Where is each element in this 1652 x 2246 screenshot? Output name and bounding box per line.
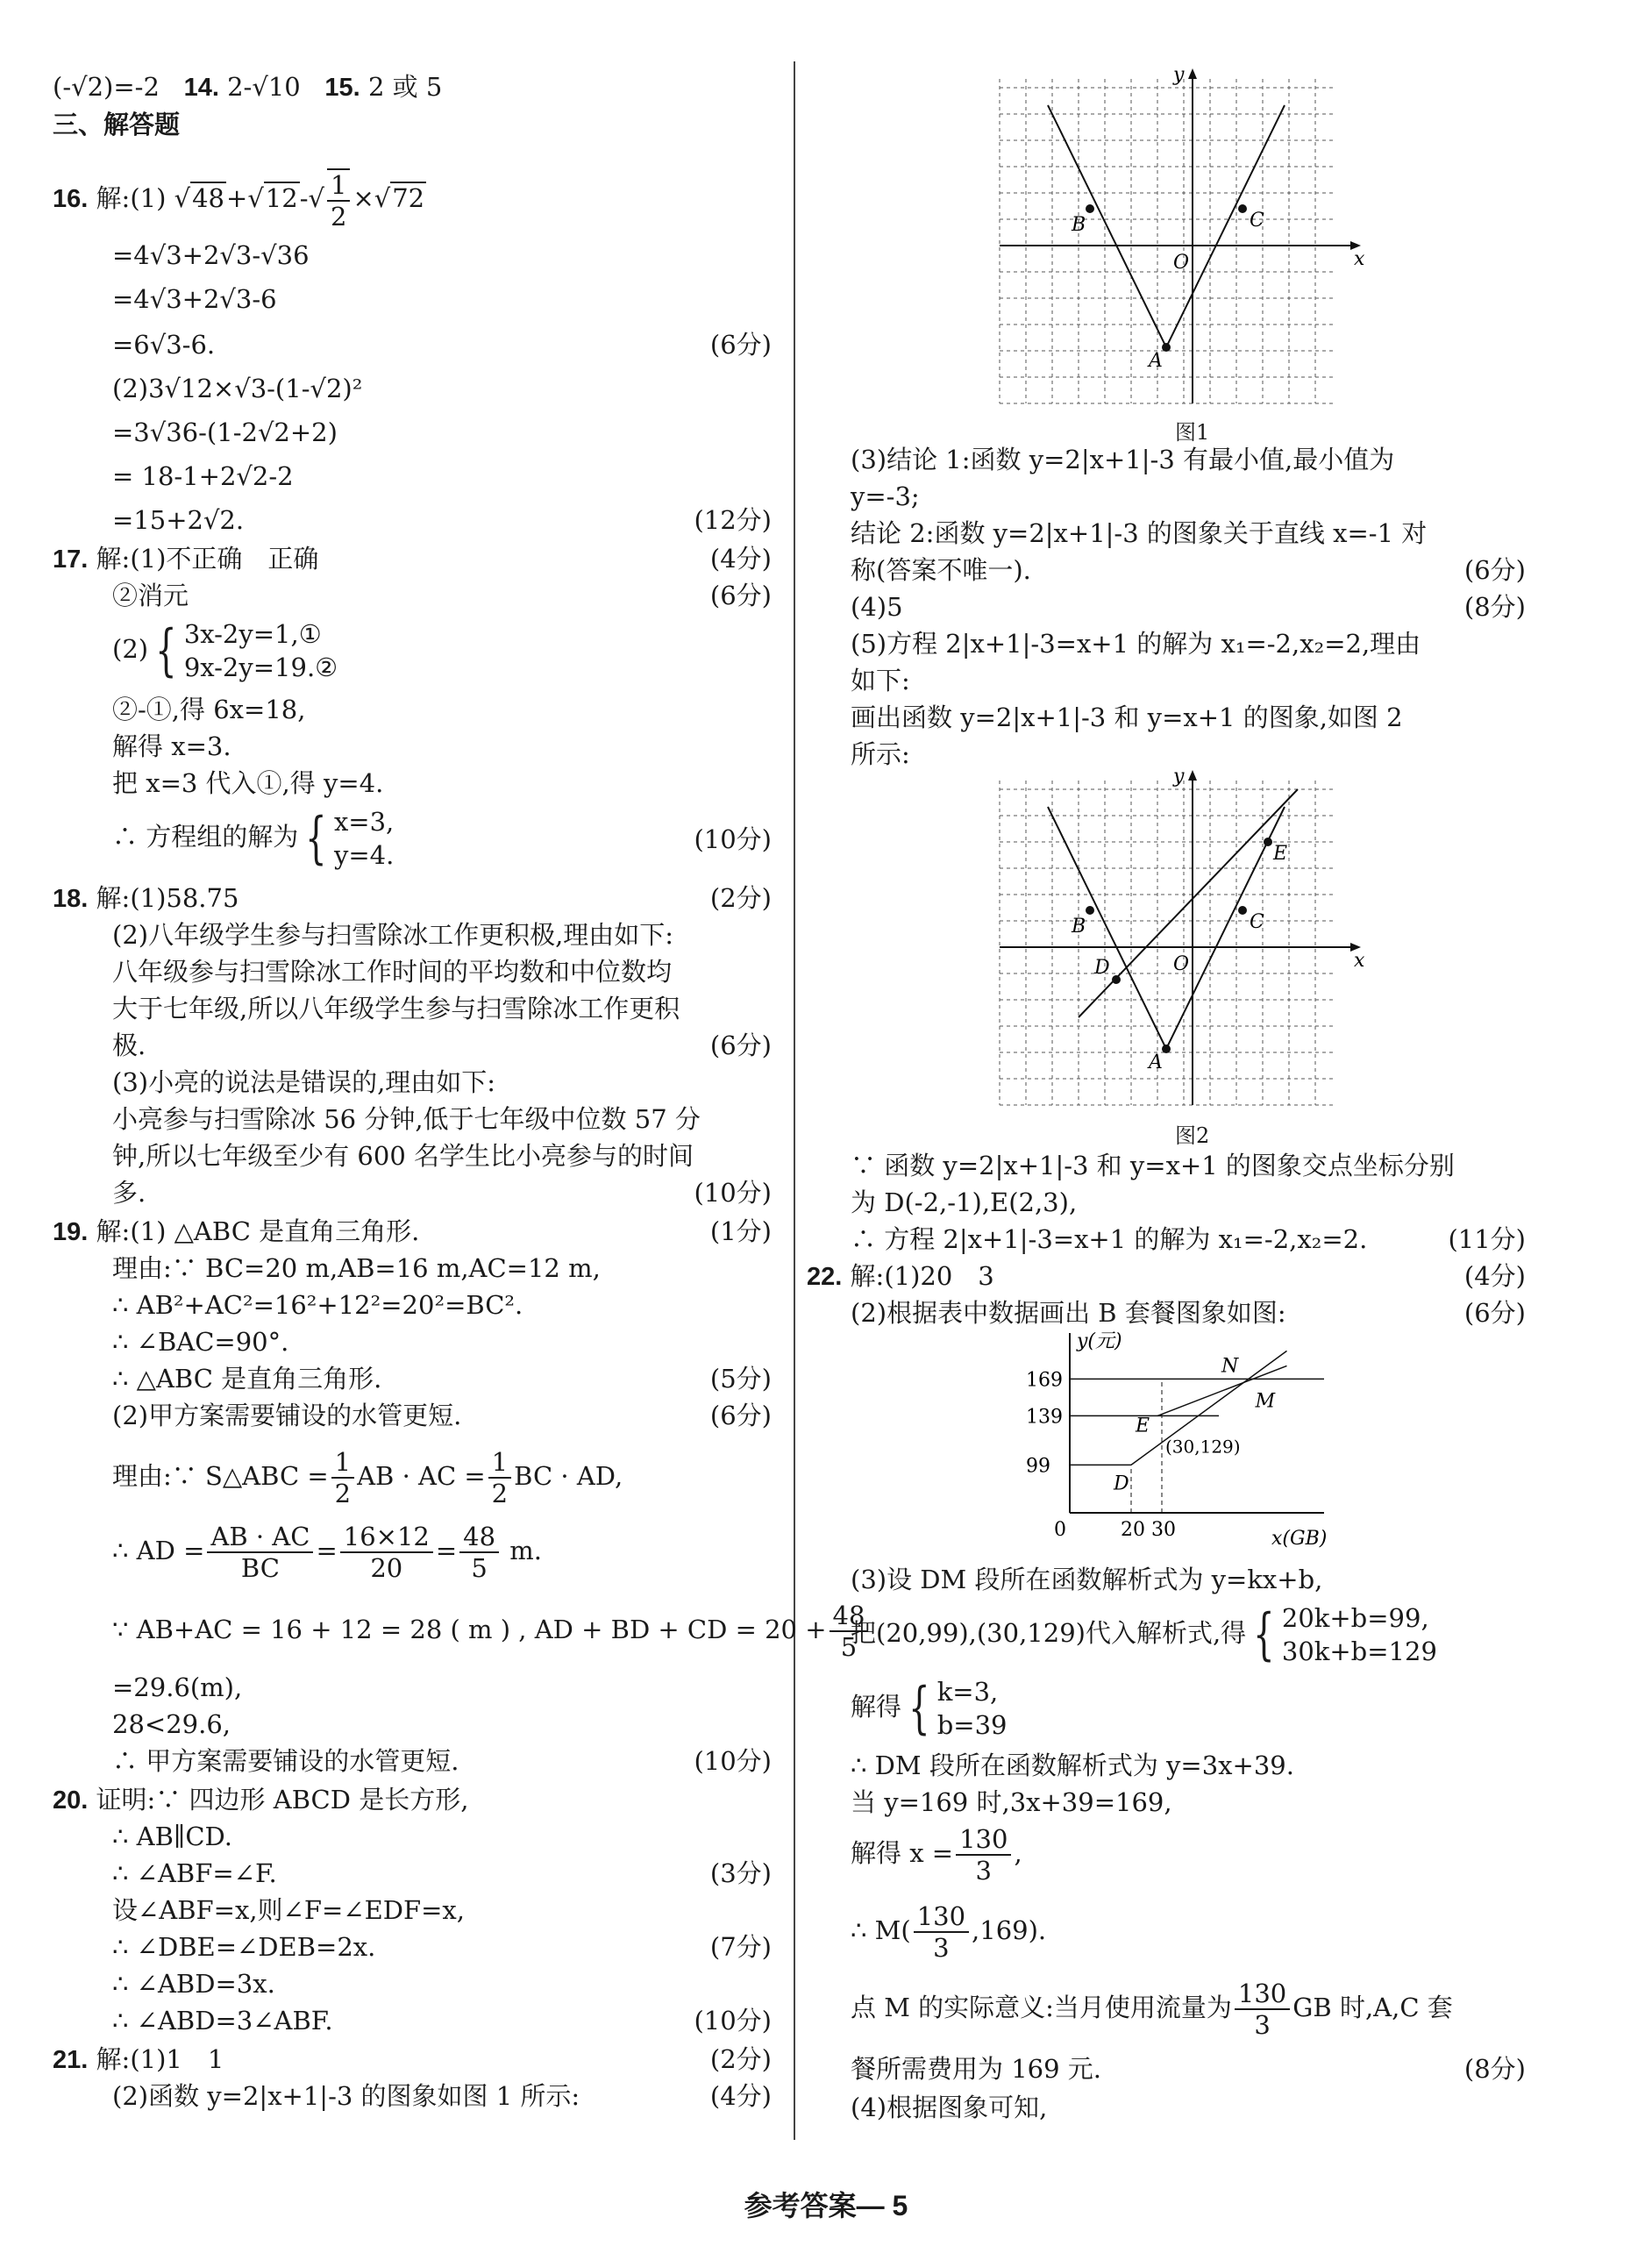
chart-x-label: x(GB) (1271, 1528, 1328, 1550)
q21-line: 结论 2:函数 y=2|x+1|-3 的图象关于直线 x=-1 对 (851, 518, 1428, 548)
q21-line: 如下: (851, 666, 910, 695)
point-label-m: M (1255, 1390, 1276, 1413)
figure-1-caption: 图1 (1175, 420, 1210, 445)
q20-line: ∴ ∠ABD=3x. (112, 1969, 275, 1999)
q22-x-value: 解得 x = $\frac{130}{3}$ , (851, 1824, 1022, 1886)
score: (4分) (1463, 1261, 1526, 1291)
q16-step: = 18-1+2√2-2 (112, 461, 294, 491)
label-y: y (1173, 64, 1185, 86)
q19-line: 28<29.6, (112, 1709, 231, 1739)
q19-head: 19. 解:(1) △ABC 是直角三角形. (1分) (53, 1216, 772, 1246)
point-a (1162, 343, 1171, 352)
score: (6分) (1463, 1298, 1526, 1328)
score: (10分) (694, 2006, 772, 2036)
q21-line: ∴ 方程 2|x+1|-3=x+1 的解为 x₁=-2,x₂=2. (11分) (851, 1224, 1526, 1254)
q20-line: ∴ ∠DBE=∠DEB=2x. (7分) (112, 1932, 772, 1962)
point-label-d: D (1114, 1472, 1129, 1495)
label-c: C (1250, 210, 1264, 232)
q19-sum-line: ∵ AB+AC = 16 + 12 = 28 ( m ) , AD + BD + CD = 20 + $\frac{48}{5}$ (53, 1601, 772, 1667)
score: (11分) (1448, 1224, 1526, 1254)
page-footer: 参考答案— 5 (744, 2190, 908, 2221)
q22-meaning: 点 M 的实际意义:当月使用流量为 $\frac{130}{3}$ GB 时,A,C 套 (851, 1979, 1453, 2040)
q22-system: 把(20,99),(30,129)代入解析式,得 { 20k+b=99, 30k+b=129 (851, 1602, 1437, 1667)
score: (5分) (709, 1364, 772, 1394)
score: (4分) (709, 2081, 772, 2111)
score: (2分) (709, 883, 772, 913)
q18-line: 多. (10分) (112, 1178, 772, 1208)
q18-line: 小亮参与扫雪除冰 56 分钟,低于七年级中位数 57 分 (112, 1104, 701, 1134)
left-column (53, 0, 865, 2166)
line-y-eq-x-plus-1 (1079, 789, 1298, 1017)
score: (6分) (709, 1030, 772, 1060)
q21-line: 称(答案不唯一). (6分) (851, 555, 1526, 585)
q19-line: (2)甲方案需要铺设的水管更短. (6分) (112, 1401, 772, 1430)
q20-line: 设∠ABF=x,则∠F=∠EDF=x, (112, 1895, 465, 1925)
q16-step: =4√3+2√3-6 (112, 284, 277, 314)
point-d (1112, 975, 1121, 984)
label-x: x (1354, 248, 1365, 270)
right-column (807, 0, 1526, 2166)
q19-line: ∴ AB²+AC²=16²+12²=20²=BC². (112, 1290, 523, 1320)
point-b (1086, 906, 1094, 915)
q22-line: (4)根据图象可知, (851, 2093, 1048, 2122)
score: (10分) (694, 824, 772, 854)
q21-line: 所示: (851, 739, 910, 769)
chart-annotation: (30,129) (1165, 1436, 1241, 1458)
score: (10分) (694, 1746, 772, 1776)
package-b-chart (1008, 1324, 1342, 1552)
score: (8分) (1463, 592, 1526, 622)
label-d: D (1094, 957, 1110, 979)
score: (1分) (709, 1216, 772, 1246)
point-c (1238, 906, 1247, 915)
grid (1000, 79, 1333, 403)
q21-line: 为 D(-2,-1),E(2,3), (851, 1187, 1078, 1217)
figure-2-graph (982, 763, 1368, 1114)
q22-solution: 解得 { k=3, b=39 (851, 1676, 1008, 1741)
q22-line: (2)根据表中数据画出 B 套餐图象如图: (6分) (851, 1298, 1526, 1328)
q20-line: ∴ ∠ABF=∠F. (3分) (112, 1858, 772, 1888)
q16-head: 16. 解:(1) √48+√12-√ $\frac{1}{2}$ ×√72 (53, 170, 425, 232)
score: (2分) (709, 2044, 772, 2074)
chart-y-label: y(元) (1077, 1330, 1122, 1352)
q22-line: 当 y=169 时,3x+39=169, (851, 1787, 1172, 1817)
q22-line: (3)设 DM 段所在函数解析式为 y=kx+b, (851, 1565, 1323, 1594)
q17-line: 解得 x=3. (112, 731, 231, 761)
q18-head: 18. 解:(1)58.75 (2分) (53, 883, 772, 913)
y-tick-label: 169 (1026, 1369, 1063, 1392)
q21-line: (4)5 (8分) (851, 592, 1526, 622)
q17-line: ②-①,得 6x=18, (112, 695, 306, 724)
q20-head: 20. 证明:∵ 四边形 ABCD 是长方形, (53, 1785, 469, 1815)
column-divider (794, 61, 795, 2140)
figure-1-graph (982, 61, 1368, 412)
q17-solution: ∴ 方程组的解为 { x=3, y=4. (10分) (112, 806, 772, 871)
q19-ad-line: ∴ AD = $\frac{AB \cdot AC}{BC}$ = $\frac{16\times 12}{20}$ = $\frac{48}{5}$ m. (112, 1522, 543, 1583)
q19-line: =29.6(m), (112, 1672, 243, 1702)
q22-head: 22. 解:(1)20 3 (4分) (807, 1261, 1526, 1291)
score: (3分) (709, 1858, 772, 1888)
q16-part2: (2)3√12×√3-(1-√2)² (112, 374, 363, 403)
score: (8分) (1463, 2054, 1526, 2084)
label-x: x (1354, 950, 1365, 972)
section-heading: 三、解答题 (53, 111, 181, 139)
label-origin: O (1173, 252, 1190, 274)
q20-line: ∴ ∠ABD=3∠ABF. (10分) (112, 2006, 772, 2036)
chart-origin: 0 (1054, 1519, 1066, 1541)
score: (12分) (694, 505, 772, 535)
q21-line: 画出函数 y=2|x+1|-3 和 y=x+1 的图象,如图 2 (851, 702, 1403, 732)
label-a: A (1149, 1052, 1163, 1073)
x-tick-label: 20 (1121, 1519, 1145, 1541)
point-label-n: N (1221, 1355, 1239, 1378)
q19-line: ∴ ∠BAC=90°. (112, 1327, 289, 1357)
q17-line: 把 x=3 代入①,得 y=4. (112, 768, 384, 798)
q21-line: (5)方程 2|x+1|-3=x+1 的解为 x₁=-2,x₂=2,理由 (851, 629, 1421, 659)
q21-line: y=-3; (851, 481, 920, 511)
q21-line: ∵ 函数 y=2|x+1|-3 和 y=x+1 的图象交点坐标分别 (851, 1151, 1455, 1180)
q21-line: (2)函数 y=2|x+1|-3 的图象如图 1 所示: (4分) (112, 2081, 772, 2111)
label-e: E (1273, 843, 1288, 865)
point-c (1238, 204, 1247, 213)
q22-line: 餐所需费用为 169 元. (8分) (851, 2054, 1526, 2084)
label-c: C (1250, 911, 1264, 933)
q18-line: 钟,所以七年级至少有 600 名学生比小亮参与的时间 (112, 1141, 694, 1171)
y-tick-label: 139 (1026, 1406, 1063, 1429)
score: (10分) (694, 1178, 772, 1208)
point-a (1162, 1045, 1171, 1053)
q16-step: =4√3+2√3-√36 (112, 240, 310, 270)
grid (1000, 781, 1333, 1105)
q18-line: 大于七年级,所以八年级学生参与扫雪除冰工作更积 (112, 994, 680, 1023)
q19-area-line: 理由:∵ S△ABC = $\frac{1}{2}$ AB · AC = $\frac{1}{2}$ BC · AD, (112, 1447, 623, 1508)
label-y: y (1173, 766, 1185, 788)
score: (6分) (709, 1401, 772, 1430)
q16-step: =6√3-6. (6分) (112, 330, 772, 360)
q21-head: 21. 解:(1)1 1 (2分) (53, 2044, 772, 2074)
x-tick-label: 30 (1151, 1519, 1176, 1541)
score: (6分) (1463, 555, 1526, 585)
point-e (1264, 838, 1272, 846)
y-tick-label: 99 (1026, 1455, 1050, 1478)
point-b (1086, 204, 1094, 213)
score: (6分) (709, 330, 772, 360)
q19-line: ∴ 甲方案需要铺设的水管更短. (10分) (112, 1746, 772, 1776)
y-axis-arrow (1188, 68, 1197, 79)
q18-line: (2)八年级学生参与扫雪除冰工作更积极,理由如下: (112, 920, 674, 950)
score: (6分) (709, 581, 772, 610)
q18-line: 八年级参与扫雪除冰工作时间的平均数和中位数均 (112, 957, 673, 987)
q19-line: ∴ △ABC 是直角三角形. (5分) (112, 1364, 772, 1394)
q18-line: (3)小亮的说法是错误的,理由如下: (112, 1067, 496, 1097)
q17-head: 17. 解:(1)不正确 正确 (4分) (53, 544, 772, 574)
answers-14-15: (-√2)=-2 14. 2-√10 15. 2 或 5 (53, 72, 443, 102)
score: (7分) (709, 1932, 772, 1962)
label-origin: O (1173, 953, 1190, 975)
label-b: B (1072, 916, 1086, 938)
q20-line: ∴ AB∥CD. (112, 1822, 232, 1851)
q17-system: (2) { 3x-2y=1,① 9x-2y=19.② (112, 618, 338, 683)
q18-line: 极. (6分) (112, 1030, 772, 1060)
q17-line: ②消元 (6分) (112, 581, 772, 610)
figure-2-caption: 图2 (1175, 1123, 1210, 1148)
q22-line: ∴ DM 段所在函数解析式为 y=3x+39. (851, 1750, 1294, 1780)
q19-line: 理由:∵ BC=20 m,AB=16 m,AC=12 m, (112, 1253, 601, 1283)
label-b: B (1072, 214, 1086, 236)
q22-point-m: ∴ M( $\frac{130}{3}$ ,169). (851, 1901, 1047, 1963)
q16-step: =3√36-(1-2√2+2) (112, 417, 338, 447)
q16-step: =15+2√2. (12分) (112, 505, 772, 535)
label-a: A (1149, 350, 1163, 372)
y-axis-arrow (1188, 770, 1197, 781)
score: (4分) (709, 544, 772, 574)
point-label-e: E (1136, 1415, 1150, 1437)
q21-line: (3)结论 1:函数 y=2|x+1|-3 有最小值,最小值为 (851, 445, 1395, 474)
